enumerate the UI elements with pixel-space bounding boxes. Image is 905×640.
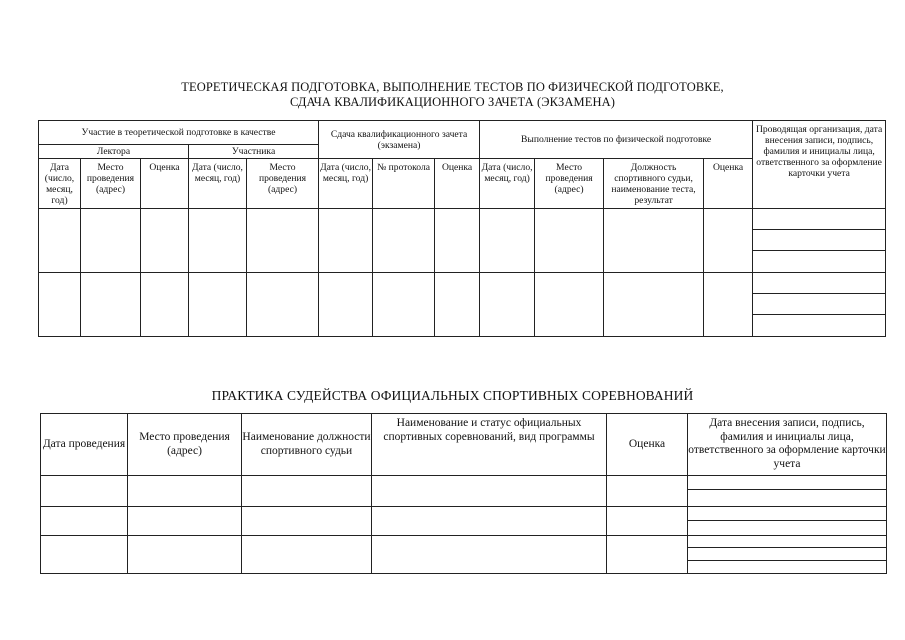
header-organization: Проводящая организация, дата внесения записи, подпись, фамилия и инициалы лица, ответственного за оформление карточки учета <box>753 121 886 209</box>
table-cell[interactable] <box>373 209 435 273</box>
notes-cell[interactable] <box>688 507 887 536</box>
col-lecturer-grade: Оценка <box>141 159 189 209</box>
table-cell[interactable] <box>480 273 535 337</box>
col-lecturer-place: Место проведения (адрес) <box>81 159 141 209</box>
table-row <box>39 209 886 273</box>
header-exam: Сдача квалификационного зачета (экзамена) <box>319 121 480 159</box>
col-date: Дата проведения <box>41 414 128 476</box>
notes-cell[interactable] <box>753 209 886 273</box>
header-lecturer: Лектора <box>39 145 189 159</box>
table-cell[interactable] <box>128 476 242 507</box>
header-theory-participation: Участие в теоретической подготовке в качестве <box>39 121 319 145</box>
table-cell[interactable] <box>372 507 607 536</box>
col-participant-place: Место проведения (адрес) <box>247 159 319 209</box>
table-cell[interactable] <box>435 273 480 337</box>
table-row <box>41 476 887 507</box>
table-cell[interactable] <box>128 507 242 536</box>
refereeing-practice-table <box>40 413 887 574</box>
table-cell[interactable] <box>319 209 373 273</box>
table-cell[interactable] <box>81 209 141 273</box>
table-cell[interactable] <box>372 476 607 507</box>
table-cell[interactable] <box>607 536 688 574</box>
table-cell[interactable] <box>604 209 704 273</box>
col-exam-grade: Оценка <box>435 159 480 209</box>
header-physical-tests: Выполнение тестов по физической подготовке <box>480 121 753 159</box>
table-cell[interactable] <box>141 209 189 273</box>
table-cell[interactable] <box>189 209 247 273</box>
table-cell[interactable] <box>41 507 128 536</box>
table-row <box>41 536 887 574</box>
table-cell[interactable] <box>242 476 372 507</box>
table-cell[interactable] <box>189 273 247 337</box>
table-cell[interactable] <box>247 209 319 273</box>
table-cell[interactable] <box>41 476 128 507</box>
training-tests-table <box>38 120 886 337</box>
table-cell[interactable] <box>128 536 242 574</box>
section1-title-line2: СДАЧА КВАЛИФИКАЦИОННОГО ЗАЧЕТА (ЭКЗАМЕНА) <box>290 95 615 109</box>
table-cell[interactable] <box>81 273 141 337</box>
section1-title <box>0 80 905 110</box>
table-cell[interactable] <box>604 273 704 337</box>
header-participant: Участника <box>189 145 319 159</box>
col-place: Место проведения (адрес) <box>128 414 242 476</box>
table-cell[interactable] <box>141 273 189 337</box>
col-competition: Наименование и статус официальных спортивных соревнований, вид программы <box>372 414 607 476</box>
table-cell[interactable] <box>319 273 373 337</box>
table-cell[interactable] <box>373 273 435 337</box>
table-cell[interactable] <box>242 536 372 574</box>
col-record: Дата внесения записи, подпись, фамилия и инициалы лица, ответственного за оформление карточки учета <box>688 414 887 476</box>
col-grade: Оценка <box>607 414 688 476</box>
notes-cell[interactable] <box>688 536 887 574</box>
table-cell[interactable] <box>39 209 81 273</box>
table-cell[interactable] <box>435 209 480 273</box>
section2-title: ПРАКТИКА СУДЕЙСТВА ОФИЦИАЛЬНЫХ СПОРТИВНЫХ СОРЕВНОВАНИЙ <box>211 388 694 403</box>
col-test-date: Дата (число, месяц, год) <box>480 159 535 209</box>
table-cell[interactable] <box>242 507 372 536</box>
col-test-grade: Оценка <box>704 159 753 209</box>
table-row <box>41 507 887 536</box>
notes-cell[interactable] <box>688 476 887 507</box>
col-exam-protocol: № протокола <box>373 159 435 209</box>
section1-title-line1: ТЕОРЕТИЧЕСКАЯ ПОДГОТОВКА, ВЫПОЛНЕНИЕ ТЕСТОВ ПО ФИЗИЧЕСКОЙ ПОДГОТОВКЕ, <box>181 80 724 94</box>
col-participant-date: Дата (число, месяц, год) <box>189 159 247 209</box>
col-position: Наименование должности спортивного судьи <box>242 414 372 476</box>
table-cell[interactable] <box>704 273 753 337</box>
table-row <box>39 273 886 337</box>
table-cell[interactable] <box>39 273 81 337</box>
table-cell[interactable] <box>480 209 535 273</box>
table-cell[interactable] <box>372 536 607 574</box>
table-cell[interactable] <box>607 507 688 536</box>
col-lecturer-date: Дата (число, месяц, год) <box>39 159 81 209</box>
table-cell[interactable] <box>607 476 688 507</box>
col-test-place: Место проведения (адрес) <box>535 159 604 209</box>
notes-cell[interactable] <box>753 273 886 337</box>
table-cell[interactable] <box>535 209 604 273</box>
col-test-position: Должность спортивного судьи, наименование теста, результат <box>604 159 704 209</box>
col-exam-date: Дата (число, месяц, год) <box>319 159 373 209</box>
table-cell[interactable] <box>41 536 128 574</box>
table-cell[interactable] <box>535 273 604 337</box>
table-cell[interactable] <box>704 209 753 273</box>
table-cell[interactable] <box>247 273 319 337</box>
